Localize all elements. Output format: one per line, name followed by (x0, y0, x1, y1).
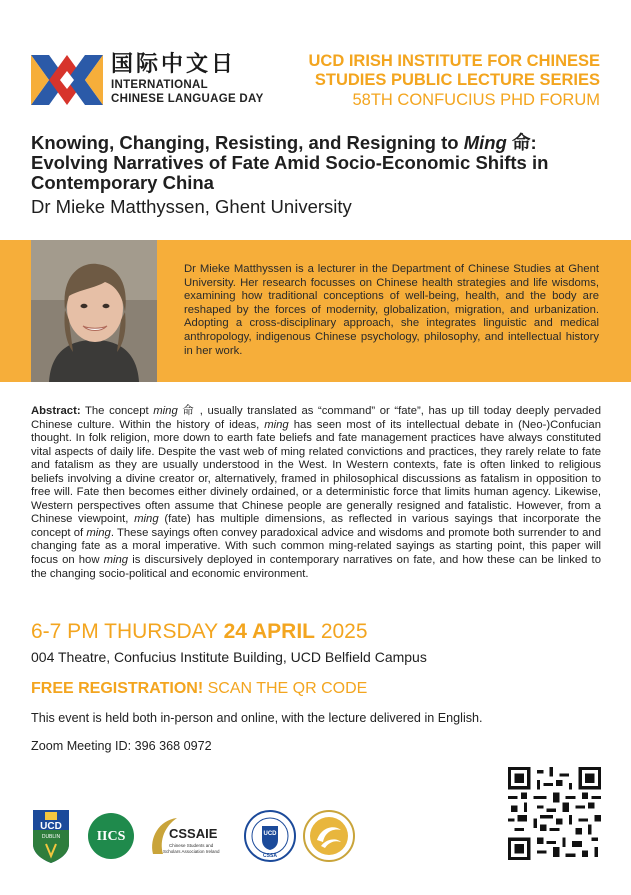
speaker-name: Dr Mieke Matthyssen, Ghent University (31, 196, 352, 217)
series-line-2: STUDIES PUBLIC LECTURE SERIES (314, 71, 600, 89)
speaker-photo (31, 240, 157, 382)
abstract-term-5: ming (103, 554, 129, 567)
confucius-institute-logo-icon (303, 810, 355, 862)
lecture-series-header (308, 52, 600, 110)
ucd-dublin-text: DUBLIN (41, 834, 61, 840)
registration-line (31, 680, 367, 698)
iics-logo-icon (87, 812, 135, 860)
event-date: 24 APRIL (223, 620, 315, 643)
icld-logo-icon (31, 55, 103, 105)
event-venue: 004 Theatre, Confucius Institute Building, UCD Belfield Campus (31, 649, 427, 665)
cssa-logo-text: CSSAIE (169, 826, 218, 841)
ucd-cssa-logo-icon (244, 810, 296, 862)
title-part-2: Evolving Narratives of Fate Amid Socio-Economic Shifts in Contemporary China (31, 152, 549, 193)
title-char: 命: (506, 132, 537, 153)
series-line-3: 58TH CONFUCIUS PHD FORUM (352, 91, 600, 109)
ucd-cssa-top-text: UCD (263, 831, 277, 837)
abstract-text-5: . These sayings often convey paradoxical advice and wisdoms and promote both surrender to and changing fate as a moral imperative. With such common ming-related sayings as starting point, this paper will focus on how (31, 526, 601, 567)
event-time (31, 620, 368, 644)
free-registration: FREE REGISTRATION! (31, 680, 204, 697)
partner-logos (31, 808, 361, 864)
icld-chinese: 国际中文日 (111, 52, 237, 77)
speaker-bio-band (0, 240, 631, 382)
abstract-text-6: is discursively deployed in contemporary narratives on fate, and how these can be linked to the changing socio-political and economic environment. (31, 554, 601, 580)
icld-line-2: CHINESE LANGUAGE DAY (111, 93, 264, 105)
abstract-text-4: (fate) has multiple dimensions, as reflected in various sayings that incorporate the concept of (31, 513, 601, 539)
qr-code-icon[interactable] (508, 767, 601, 860)
ucd-logo-text: UCD (40, 821, 62, 832)
abstract (31, 405, 601, 581)
iics-logo-text: IICS (96, 829, 126, 844)
ucd-crest-icon (31, 808, 71, 864)
abstract-text-1: The concept (80, 405, 154, 417)
cssa-sub-1: Chinese Students and (169, 843, 214, 848)
time-text: 6-7 PM THURSDAY (31, 620, 224, 643)
speaker-bio: Dr Mieke Matthyssen is a lecturer in the Department of Chinese Studies at Ghent University. Her research focusses on Chinese health strategies and life wisdoms, examining how traditional conceptions of well-being, health, and the body are reshaped by the forces of modernity, globalization, migration, and urbanization. Adopting a cross-disciplinary approach, she integrates linguistic and medical anthropology, indigenous Chinese psychology, philosophy, and intellectual history in her work. (184, 263, 599, 357)
title-part-1: Knowing, Changing, Resisting, and Resigning to (31, 132, 464, 153)
event-format-note: This event is held both in-person and online, with the lecture delivered in English. (31, 711, 483, 725)
ucd-cssa-bottom-text: CSSA (263, 853, 277, 859)
event-year: 2025 (314, 620, 368, 643)
lecture-title (31, 133, 611, 193)
zoom-meeting-id: Zoom Meeting ID: 396 368 0972 (31, 739, 212, 753)
abstract-term-3: ming (134, 513, 159, 526)
title-ming: Ming (463, 132, 507, 153)
abstract-text-3: has seen most of its intellectual debate in (Neo-)Confucian thought. In folk religion, more down to earth fate beliefs and fate management practices have always constituted vital aspects of daily life. Despite the vast web of ming related convictions and practices, they rarely relate to fate and fatalism as they are usually understood in the West. In Western contexts, fate is often linked to religious beliefs involving a divine creator or, alternatively, framed in philosophical discussions as fatalism in opposition to free will. Fate then becomes either divinely ordained, or a deterministic force that limits human agency. Likewise, Western perspectives often assume that Chinese people are generally resigned and fatalistic. However, from a Chinese viewpoint, (31, 418, 601, 526)
abstract-label: Abstract: (31, 405, 81, 417)
abstract-term-4: ming (86, 526, 111, 539)
icld-title (111, 52, 264, 106)
abstract-text-2: 命 , usually translated as “command” or “fate”, has up till today deeply pervaded Chinese culture. Within the history of ideas, (31, 405, 601, 431)
abstract-term-2: ming (264, 418, 289, 431)
cssa-sub-2: Scholars Association Ireland (163, 849, 220, 854)
abstract-term-1: ming (153, 405, 178, 417)
icld-line-1: INTERNATIONAL (111, 79, 208, 91)
scan-qr-text: SCAN THE QR CODE (203, 680, 368, 697)
series-line-1: UCD IRISH INSTITUTE FOR CHINESE (308, 52, 600, 70)
cssa-ireland-logo-icon (147, 814, 227, 862)
